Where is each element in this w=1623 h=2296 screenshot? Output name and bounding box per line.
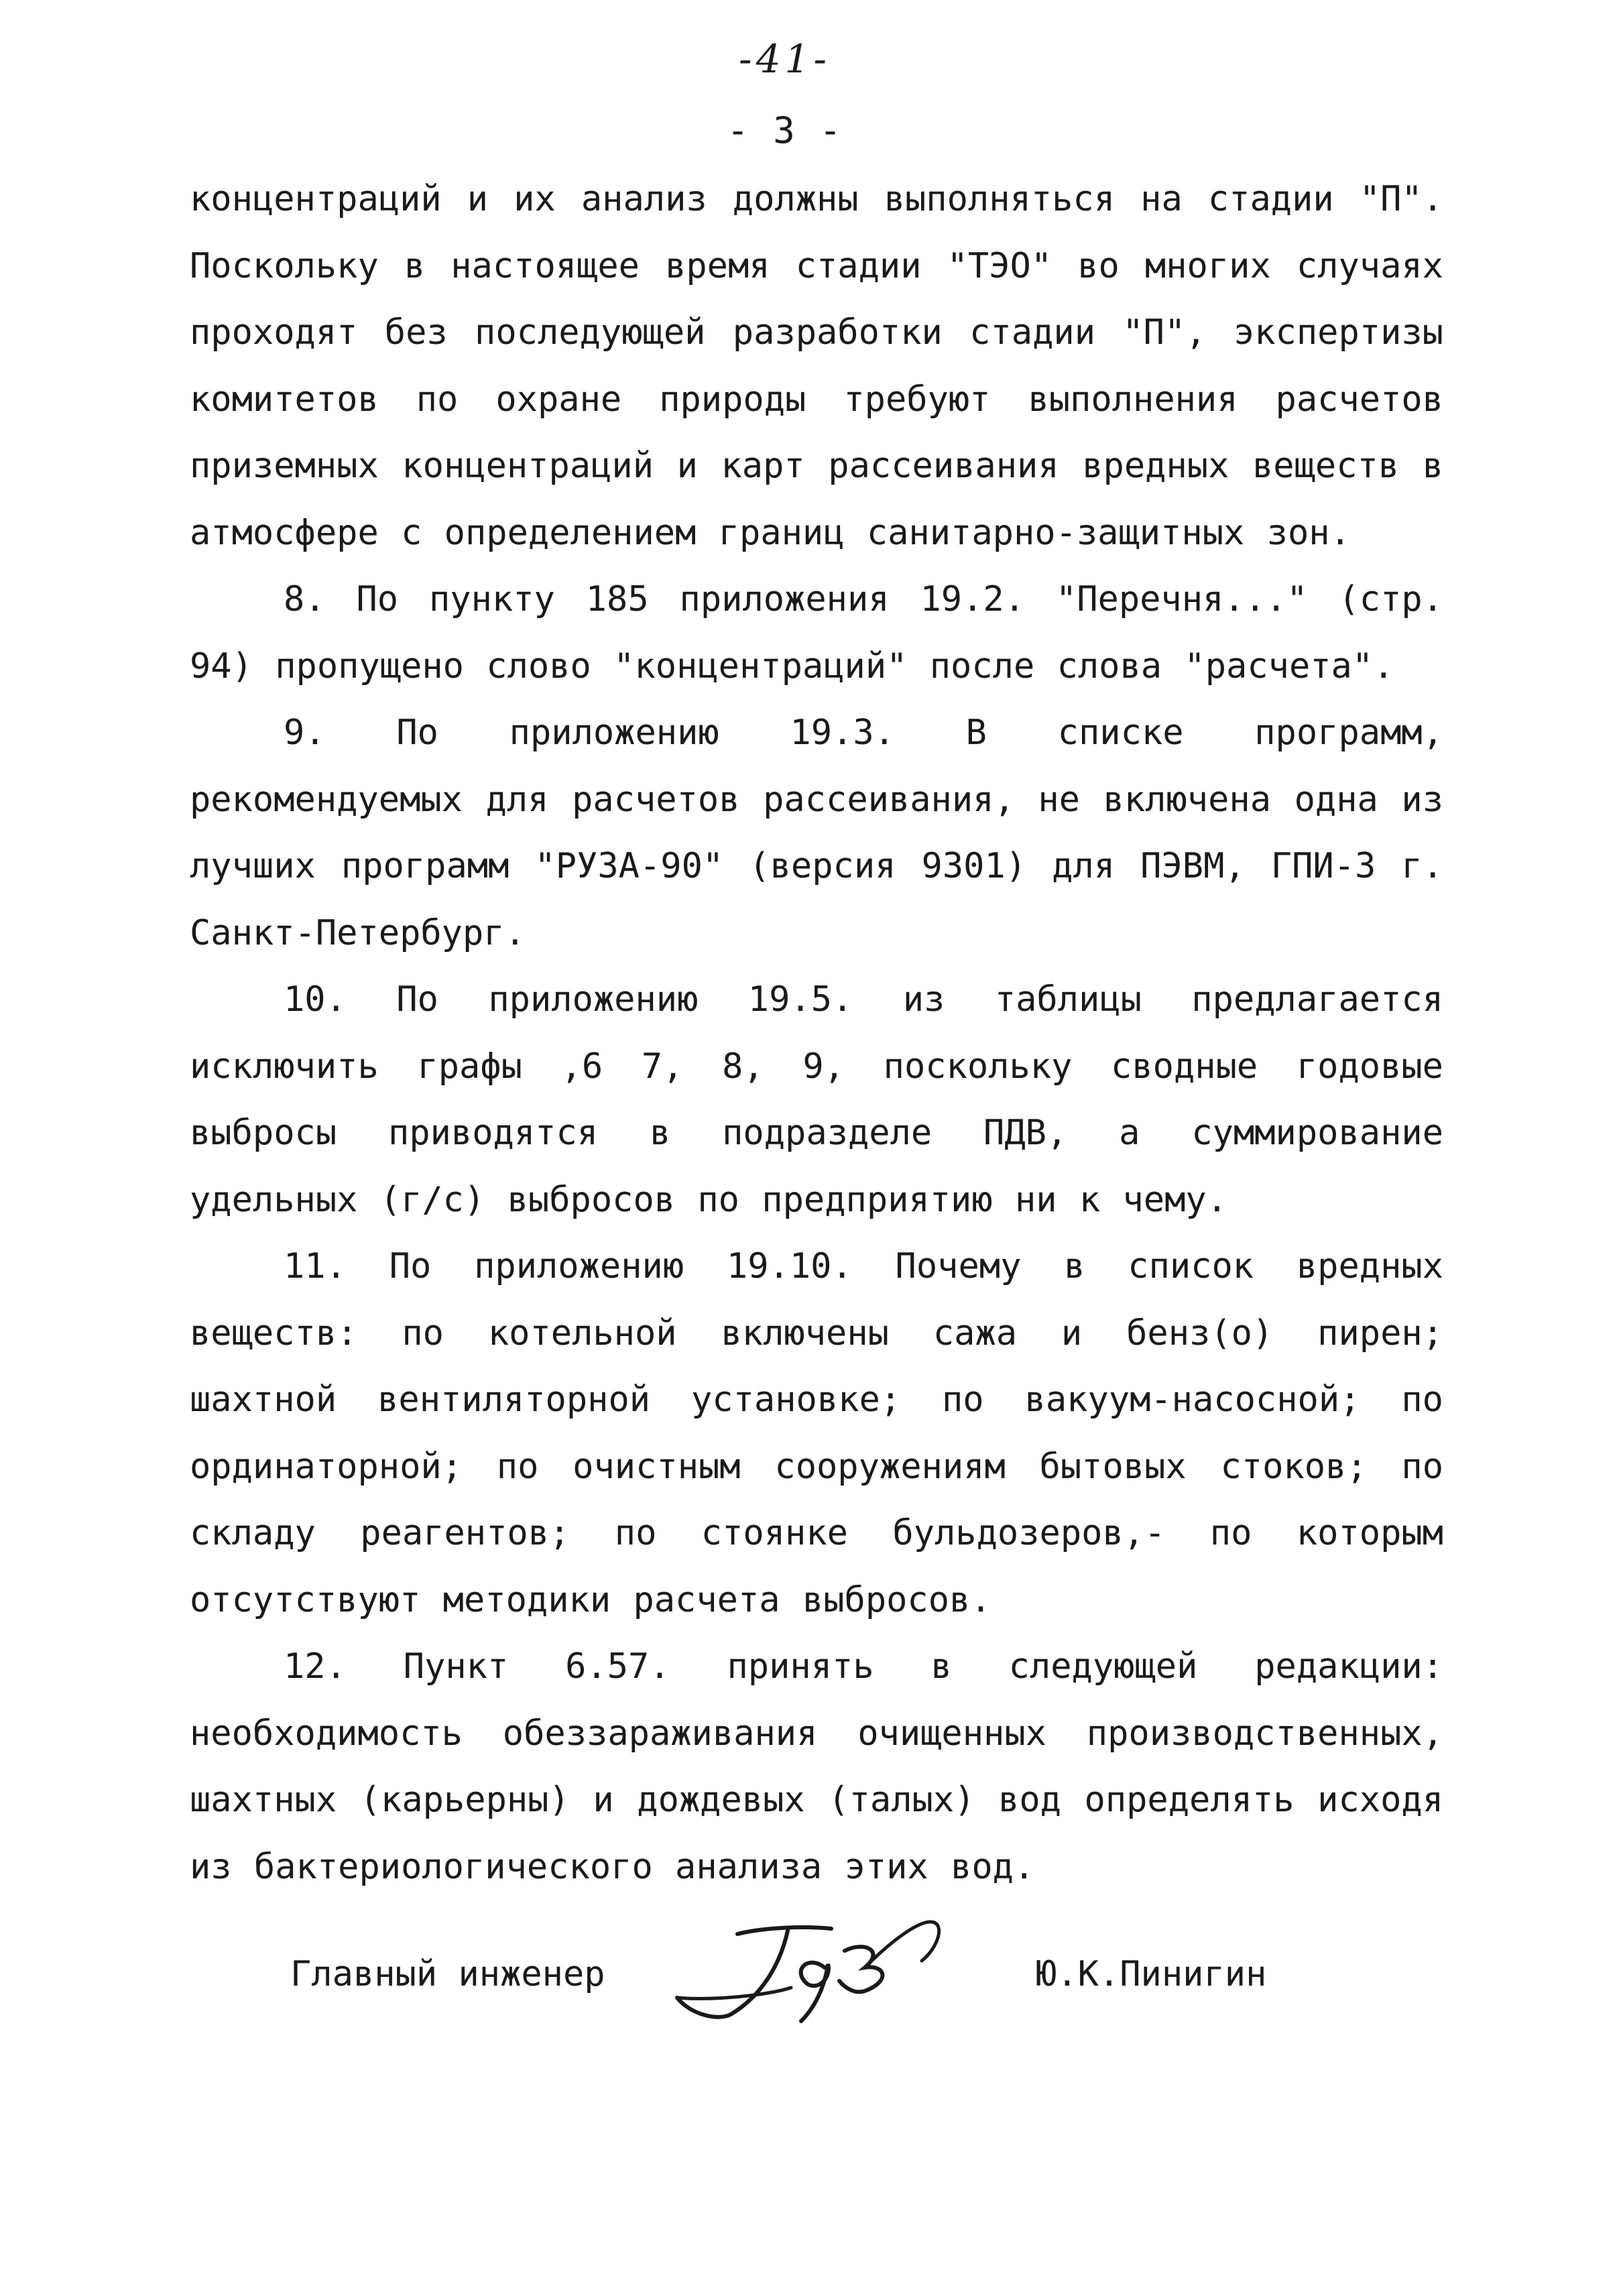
- paragraph-item-12: 12. Пункт 6.57. принять в следующей редакции: необходимость обеззараживания очищенных производственных, шахтных (карьерны) и дождевых (талых) вод определять исходя из бактериологического анализа этих вод.: [190, 1646, 1443, 1887]
- paragraph-item-9: 9. По приложению 19.3. В списке программ, рекомендуемых для расчетов рассеивания, не включена одна из лучших программ "РУЗА-90" (версия 9301) для ПЭВМ, ГПИ-3 г. Санкт-Петербург.: [190, 713, 1443, 953]
- page-number: - 3 -: [727, 109, 843, 152]
- paragraph-item-8: 8. По пункту 185 приложения 19.2. "Перечня..." (стр. 94) пропущено слово "концентраций" после слова "расчета".: [190, 579, 1443, 686]
- signature-block: [0, 1914, 1623, 2035]
- handwritten-page-number: -41-: [739, 36, 831, 82]
- document-body: [190, 166, 1443, 1900]
- paragraph-item-10: 10. По приложению 19.5. из таблицы предлагается исключить графы ,6 7, 8, 9, поскольку сводные годовые выбросы приводятся в подразделе ПДВ, а суммирование удельных (г/с) выбросов по предприятию ни к чему.: [190, 979, 1443, 1220]
- paragraph-continuation: концентраций и их анализ должны выполняться на стадии "П". Поскольку в настоящее время стадии "ТЭО" во многих случаях проходят без последующей разработки стадии "П", экспертизы комитетов по охране природы требуют выполнения расчетов приземных концентраций и карт рассеивания вредных веществ в атмосфере с определением границ санитарно-защитных зон.: [190, 179, 1443, 553]
- handwritten-signature: [664, 1914, 959, 2035]
- signature-title: Главный инженер: [290, 1954, 605, 1994]
- signature-name: Ю.К.Пинигин: [1036, 1954, 1267, 1994]
- paragraph-item-11: 11. По приложению 19.10. Почему в список вредных веществ: по котельной включены сажа и бенз(о) пирен; шахтной вентиляторной установке; по вакуум-насосной; по ординаторной; по очистным сооружениям бытовых стоков; по складу реагентов; по стоянке бульдозеров,- по которым отсутствуют методики расчета выбросов.: [190, 1246, 1443, 1620]
